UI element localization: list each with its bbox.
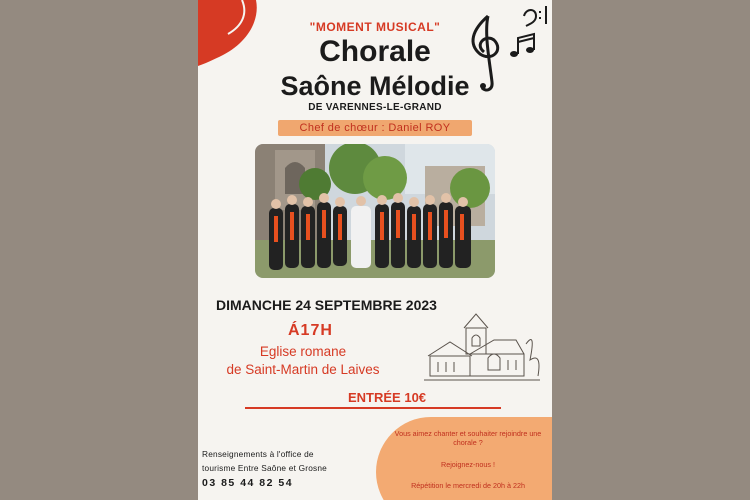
tourism-info-line2: tourisme Entre Saône et Grosne [202,463,327,473]
venue-line1: Eglise romane [259,344,347,359]
concert-time: Á17H [288,322,333,339]
join-question: Vous aimez chanter et souhaiter rejoindre une chorale ? [394,429,542,447]
tourism-info-line1: Renseignements à l'office de [202,449,314,459]
choir-title-line2: Saône Mélodie [280,71,470,101]
entry-price: ENTRÉE 10€ [348,390,427,405]
choir-title-line1: Chorale [319,35,431,68]
concert-date: DIMANCHE 24 SEPTEMBRE 2023 [216,297,437,313]
rehearsal-info: Répétition le mercredi de 20h à 22h [411,481,525,490]
conductor-label: Chef de chœur : Daniel ROY [278,120,472,136]
divider-line [245,407,501,409]
join-call: Rejoignez-nous ! [441,460,495,469]
concert-poster [198,0,552,500]
choir-photo [255,144,495,278]
church-sketch-icon [424,300,546,386]
event-subtitle: "MOMENT MUSICAL" [309,20,441,34]
phone-number: 03 85 44 82 54 [202,477,294,489]
choir-hometown: DE VARENNES-LE-GRAND [308,102,442,113]
venue-line2: de Saint-Martin de Laives [226,362,380,377]
